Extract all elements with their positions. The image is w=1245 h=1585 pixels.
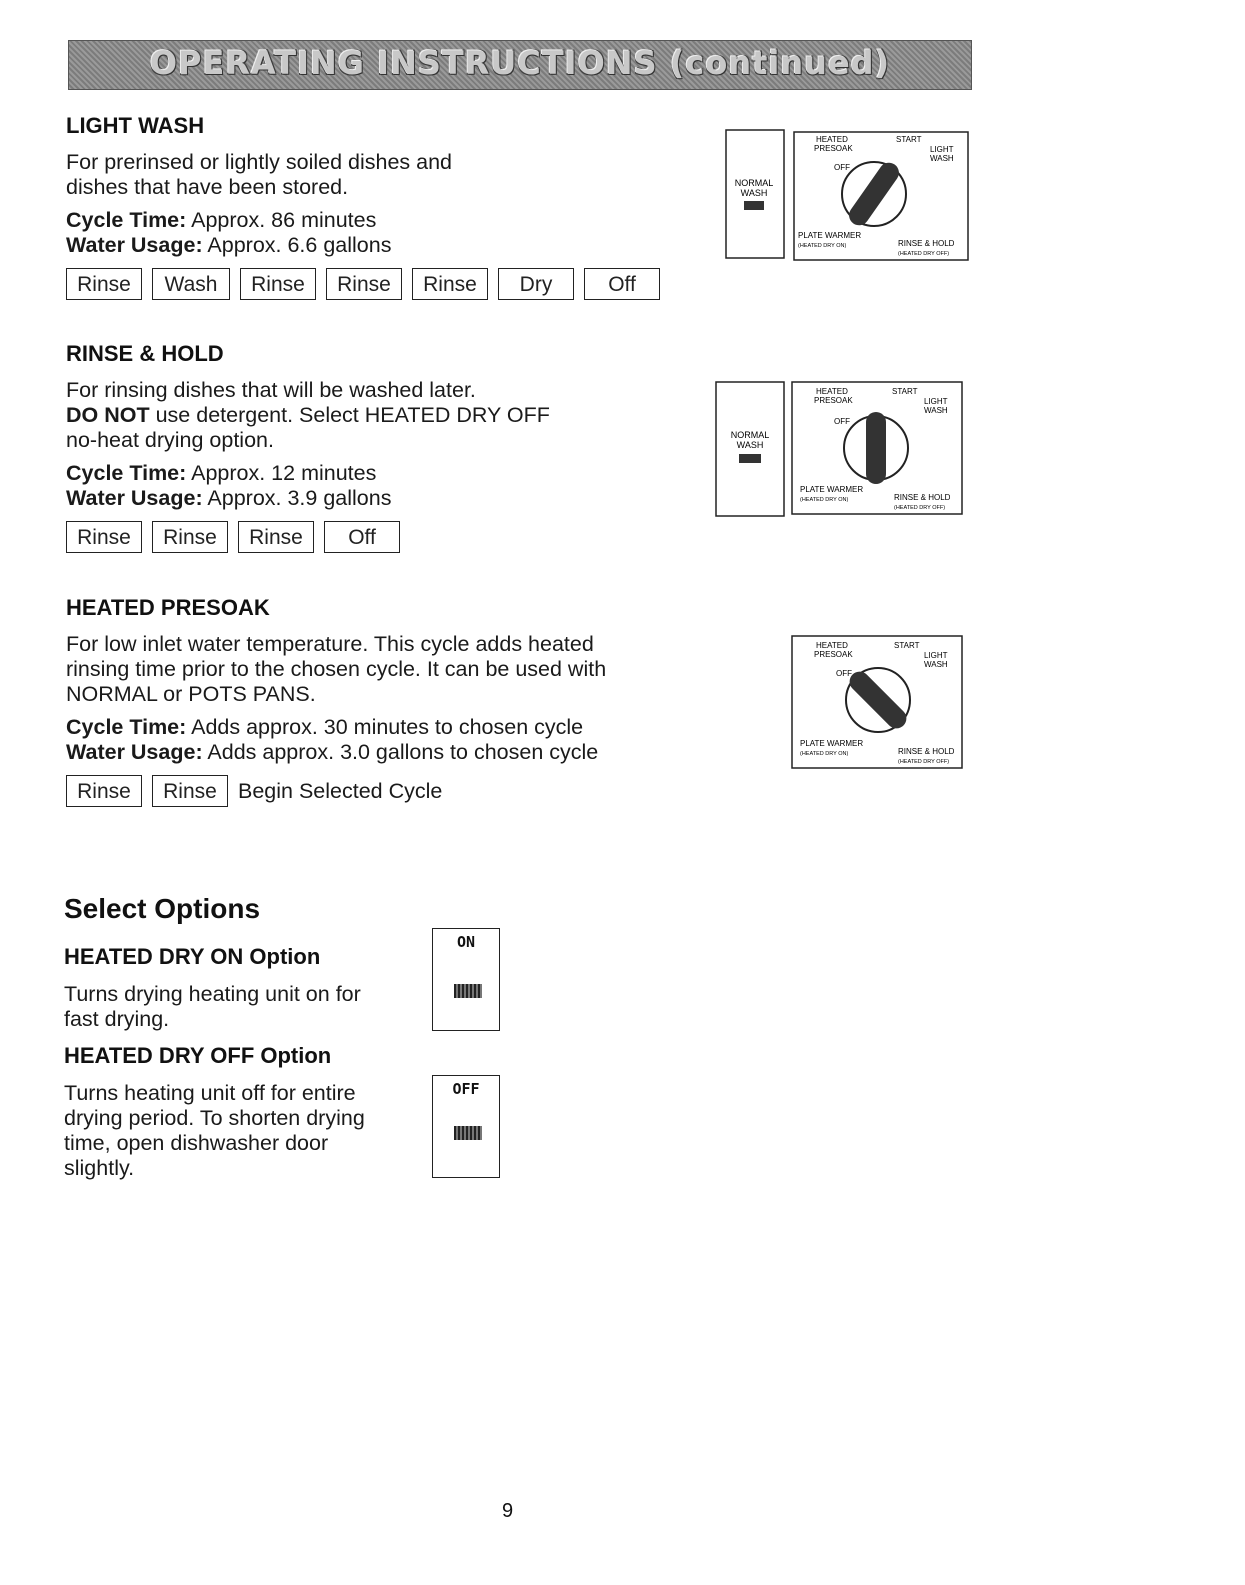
description-line: For rinsing dishes that will be washed later.: [66, 378, 476, 402]
cycle-steps: [66, 775, 706, 807]
step-box: Rinse: [66, 268, 142, 300]
option-title: HEATED DRY OFF Option: [64, 1043, 332, 1068]
svg-text:PRESOAK: PRESOAK: [814, 396, 853, 405]
svg-text:RINSE & HOLD: RINSE & HOLD: [894, 493, 951, 502]
description-line: DO NOT use detergent. Select HEATED DRY OFF: [66, 403, 550, 427]
svg-text:HEATED: HEATED: [816, 135, 848, 144]
option-text-line: time, open dishwasher door: [64, 1131, 329, 1155]
svg-text:PRESOAK: PRESOAK: [814, 650, 853, 659]
step-box: Wash: [152, 268, 230, 300]
heated-dry-on-indicator: [432, 928, 500, 1031]
cycle-title: LIGHT WASH: [66, 113, 205, 138]
step-box: Off: [584, 268, 660, 300]
option-text-line: slightly.: [64, 1156, 135, 1180]
page-title: OPERATING INSTRUCTIONS (continued): [149, 44, 891, 82]
svg-text:NORMAL: NORMAL: [730, 430, 770, 440]
step-box: Rinse: [152, 775, 228, 807]
svg-text:WASH: WASH: [924, 406, 948, 415]
water-usage: Water Usage: Approx. 6.6 gallons: [66, 233, 392, 257]
svg-text:(HEATED DRY ON): (HEATED DRY ON): [798, 243, 847, 249]
step-box: Rinse: [152, 521, 228, 553]
cycle-heated-presoak: [66, 595, 706, 807]
description-line: no-heat drying option.: [66, 428, 274, 452]
svg-text:WASH: WASH: [740, 188, 768, 198]
cycle-title: RINSE & HOLD: [66, 341, 224, 366]
svg-text:OFF: OFF: [836, 669, 852, 678]
option-heated-dry-on: [64, 944, 404, 1032]
options-title: Select Options: [64, 893, 261, 924]
step-box: Rinse: [238, 521, 314, 553]
page-number: 9: [501, 1500, 514, 1522]
svg-text:PLATE WARMER: PLATE WARMER: [800, 739, 864, 748]
description-line: For low inlet water temperature. This cycle adds heated: [66, 632, 594, 656]
svg-text:LIGHT: LIGHT: [924, 397, 948, 406]
svg-text:OFF: OFF: [834, 163, 850, 172]
option-heated-dry-off: [64, 1043, 404, 1181]
step-box: Rinse: [326, 268, 402, 300]
cycle-time: Cycle Time: Adds approx. 30 minutes to chosen cycle: [66, 715, 584, 739]
description-line: For prerinsed or lightly soiled dishes and: [66, 150, 453, 174]
indicator-light: [454, 984, 482, 998]
step-box: Rinse: [412, 268, 488, 300]
svg-text:WASH: WASH: [736, 440, 764, 450]
option-text-line: drying period. To shorten drying: [64, 1106, 365, 1130]
normal-wash-label: NORMAL: [734, 178, 774, 188]
dial-illustration-heated-presoak: [790, 634, 966, 770]
indicator-label: ON: [456, 933, 476, 951]
svg-text:WASH: WASH: [930, 154, 954, 163]
svg-text:PLATE WARMER: PLATE WARMER: [798, 231, 862, 240]
cycle-time: Cycle Time: Approx. 12 minutes: [66, 461, 377, 485]
description-line: rinsing time prior to the chosen cycle. It can be used with: [66, 657, 607, 681]
svg-text:(HEATED DRY OFF): (HEATED DRY OFF): [894, 505, 946, 511]
cycle-steps: [66, 268, 706, 300]
description-line: NORMAL or POTS PANS.: [66, 682, 316, 706]
indicator-light: [744, 201, 764, 210]
svg-text:(HEATED DRY OFF): (HEATED DRY OFF): [898, 251, 950, 257]
dial-illustration-light-wash: [724, 128, 974, 268]
dial-pointer: [866, 412, 886, 484]
water-usage: Water Usage: Adds approx. 3.0 gallons to chosen cycle: [66, 740, 599, 764]
svg-text:START: START: [896, 135, 922, 144]
cycle-time: Cycle Time: Approx. 86 minutes: [66, 208, 377, 232]
option-text-line: Turns heating unit off for entire: [64, 1081, 356, 1105]
svg-text:LIGHT: LIGHT: [930, 145, 954, 154]
step-box: Rinse: [66, 775, 142, 807]
water-usage: Water Usage: Approx. 3.9 gallons: [66, 486, 392, 510]
svg-text:START: START: [894, 641, 920, 650]
option-title: HEATED DRY ON Option: [64, 944, 321, 969]
indicator-light: [454, 1126, 482, 1140]
cycle-rinse-hold: [66, 341, 706, 553]
indicator-label: OFF: [452, 1080, 480, 1098]
svg-text:(HEATED DRY ON): (HEATED DRY ON): [800, 497, 849, 503]
steps-tail-text: Begin Selected Cycle: [238, 778, 443, 803]
option-text-line: Turns drying heating unit on for: [64, 982, 361, 1006]
svg-text:WASH: WASH: [924, 660, 948, 669]
step-box: Rinse: [240, 268, 316, 300]
svg-text:RINSE & HOLD: RINSE & HOLD: [898, 239, 955, 248]
svg-text:HEATED: HEATED: [816, 641, 848, 650]
svg-text:PRESOAK: PRESOAK: [814, 144, 853, 153]
svg-text:OFF: OFF: [834, 417, 850, 426]
option-text-line: fast drying.: [64, 1007, 170, 1031]
dial-illustration-rinse-hold: [714, 380, 966, 520]
svg-text:(HEATED DRY OFF): (HEATED DRY OFF): [898, 759, 950, 765]
step-box: Off: [324, 521, 400, 553]
svg-text:HEATED: HEATED: [816, 387, 848, 396]
step-box: Dry: [498, 268, 574, 300]
svg-text:RINSE & HOLD: RINSE & HOLD: [898, 747, 955, 756]
svg-text:START: START: [892, 387, 918, 396]
cycle-title: HEATED PRESOAK: [66, 595, 270, 620]
svg-text:LIGHT: LIGHT: [924, 651, 948, 660]
heated-dry-off-indicator: [432, 1075, 500, 1178]
description-line: dishes that have been stored.: [66, 175, 349, 199]
cycle-steps: [66, 521, 706, 553]
indicator-light: [739, 454, 761, 463]
svg-text:PLATE WARMER: PLATE WARMER: [800, 485, 864, 494]
cycle-light-wash: [66, 113, 706, 300]
header-banner: [68, 40, 972, 90]
svg-text:(HEATED DRY ON): (HEATED DRY ON): [800, 751, 849, 757]
step-box: Rinse: [66, 521, 142, 553]
